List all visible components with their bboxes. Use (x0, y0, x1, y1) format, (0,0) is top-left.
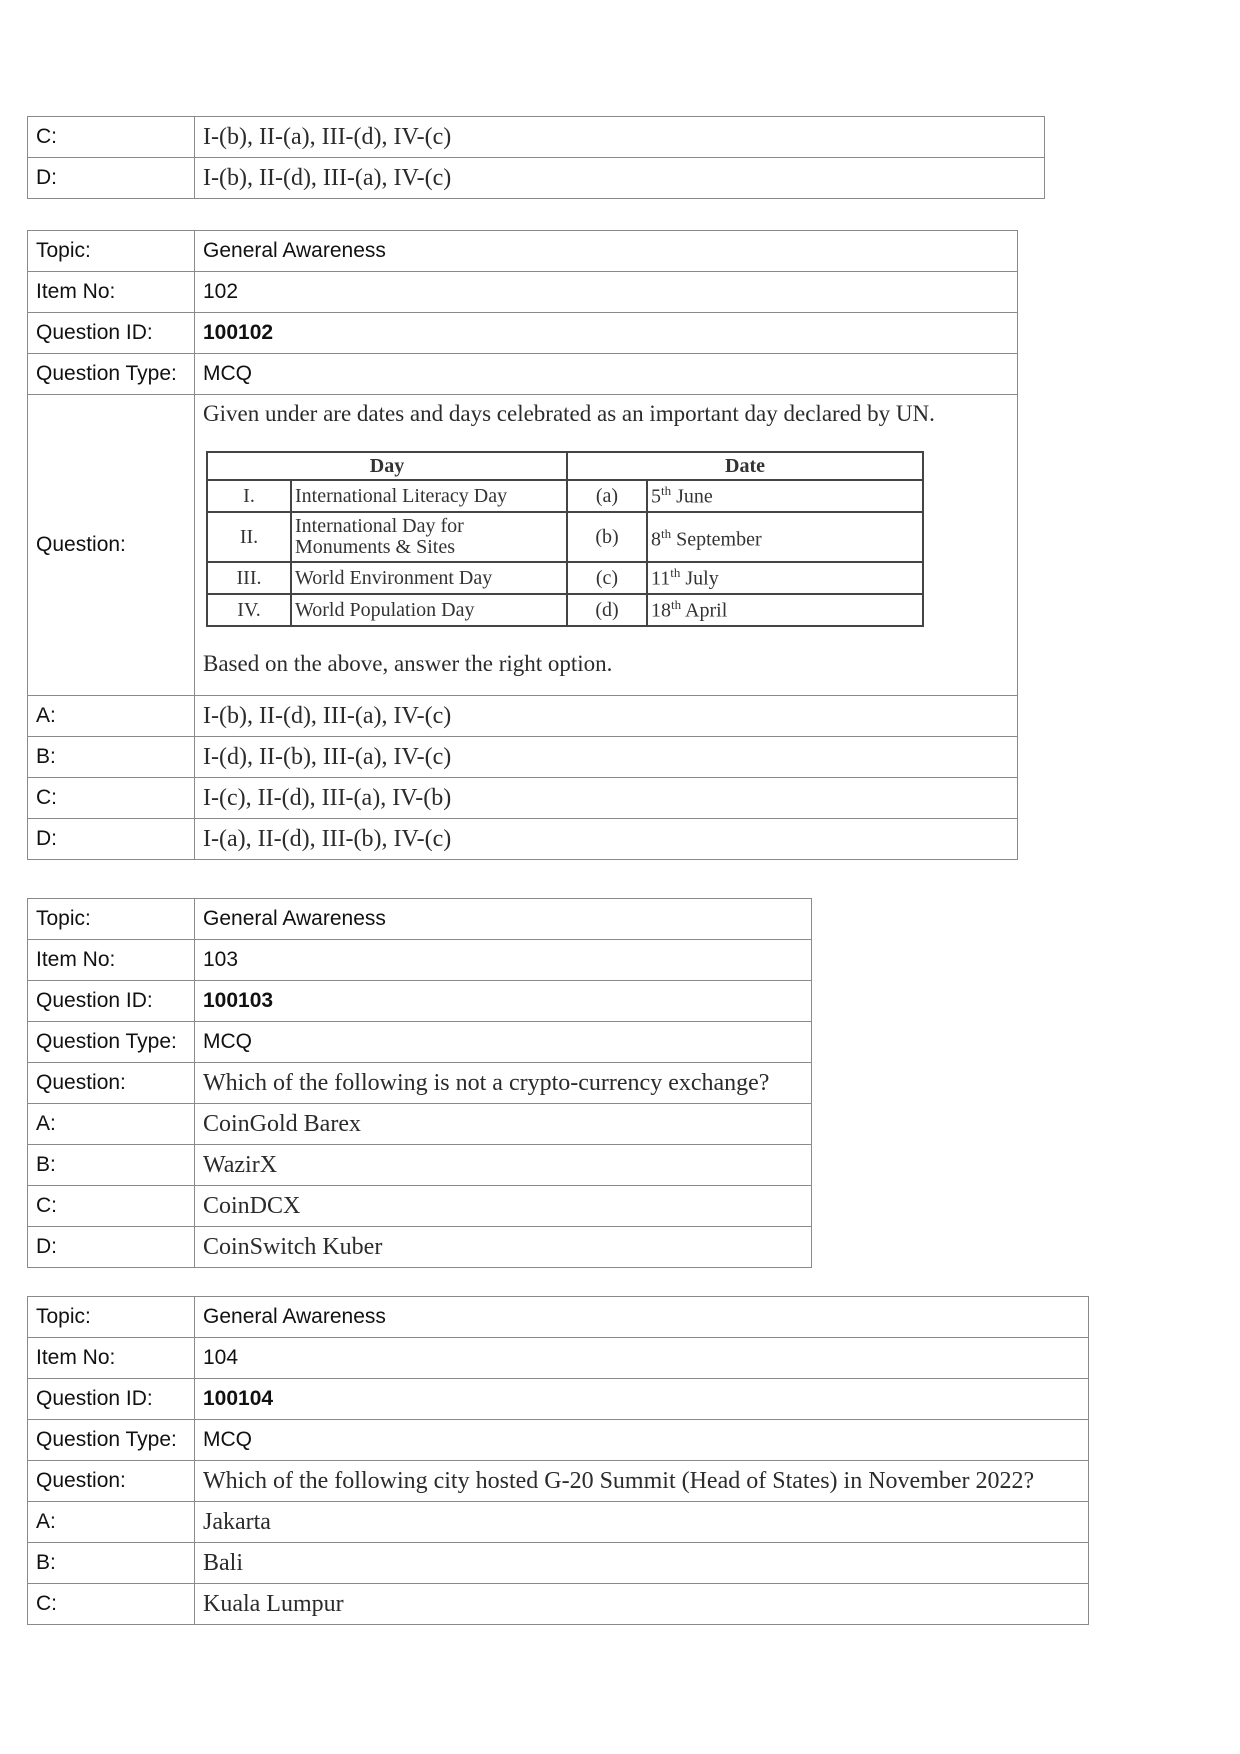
date-letter: (d) (567, 594, 647, 626)
un-days-row (207, 594, 923, 626)
question-type-value: MCQ (195, 1022, 812, 1063)
option-label: D: (28, 158, 195, 199)
question-label: Question: (28, 1063, 195, 1104)
item-label: Item No: (28, 272, 195, 313)
topic-value: General Awareness (195, 231, 1018, 272)
item-row (28, 940, 812, 981)
option-row-d (28, 819, 1018, 860)
item-value: 102 (195, 272, 1018, 313)
option-row-c (28, 1584, 1089, 1625)
question-row (28, 395, 1018, 696)
un-days-row (207, 562, 923, 594)
option-text: Bali (195, 1543, 1089, 1584)
option-text: CoinGold Barex (195, 1104, 812, 1145)
day-name: World Population Day (291, 594, 567, 626)
row-number: II. (207, 512, 291, 562)
option-text: I-(a), II-(d), III-(b), IV-(c) (195, 819, 1018, 860)
question-text: Which of the following is not a crypto-currency exchange? (195, 1063, 812, 1104)
question-intro: Given under are dates and days celebrated as an important day declared by UN. (203, 401, 935, 426)
option-text: I-(b), II-(d), III-(a), IV-(c) (195, 158, 1045, 199)
option-label: C: (28, 1186, 195, 1227)
un-days-row (207, 480, 923, 512)
un-days-header-row (207, 452, 923, 480)
question-101-tail-table (27, 116, 1045, 199)
question-103-table (27, 898, 812, 1268)
option-text: CoinDCX (195, 1186, 812, 1227)
topic-value: General Awareness (195, 1297, 1089, 1338)
option-label: B: (28, 1145, 195, 1186)
option-row-b (28, 1543, 1089, 1584)
day-name: International Day for Monuments & Sites (291, 512, 567, 562)
option-label: D: (28, 819, 195, 860)
topic-label: Topic: (28, 231, 195, 272)
item-label: Item No: (28, 1338, 195, 1379)
option-label: C: (28, 778, 195, 819)
topic-row (28, 899, 812, 940)
question-id-label: Question ID: (28, 981, 195, 1022)
option-label: D: (28, 1227, 195, 1268)
option-row-a (28, 1104, 812, 1145)
item-value: 103 (195, 940, 812, 981)
question-body (195, 395, 1018, 696)
option-text: I-(d), II-(b), III-(a), IV-(c) (195, 737, 1018, 778)
un-days-table (206, 451, 924, 627)
option-row-c (28, 117, 1045, 158)
question-id-value: 100102 (195, 313, 1018, 354)
option-label: A: (28, 1104, 195, 1145)
question-id-value: 100103 (195, 981, 812, 1022)
option-text: I-(c), II-(d), III-(a), IV-(b) (195, 778, 1018, 819)
date-letter: (a) (567, 480, 647, 512)
question-id-label: Question ID: (28, 313, 195, 354)
option-label: B: (28, 1543, 195, 1584)
option-row-d (28, 1227, 812, 1268)
question-102-table (27, 230, 1018, 860)
option-label: A: (28, 696, 195, 737)
option-text: Jakarta (195, 1502, 1089, 1543)
topic-label: Topic: (28, 1297, 195, 1338)
topic-value: General Awareness (195, 899, 812, 940)
option-text: WazirX (195, 1145, 812, 1186)
question-type-value: MCQ (195, 354, 1018, 395)
item-label: Item No: (28, 940, 195, 981)
item-value: 104 (195, 1338, 1089, 1379)
question-id-label: Question ID: (28, 1379, 195, 1420)
question-type-label: Question Type: (28, 1420, 195, 1461)
item-row (28, 272, 1018, 313)
date-value: 18th April (647, 594, 923, 626)
row-number: I. (207, 480, 291, 512)
date-header: Date (567, 452, 923, 480)
option-text: I-(b), II-(d), III-(a), IV-(c) (195, 696, 1018, 737)
topic-label: Topic: (28, 899, 195, 940)
item-row (28, 1338, 1089, 1379)
question-type-label: Question Type: (28, 354, 195, 395)
un-days-row (207, 512, 923, 562)
option-label: C: (28, 117, 195, 158)
question-label: Question: (28, 395, 195, 696)
option-row-d (28, 158, 1045, 199)
option-row-c (28, 778, 1018, 819)
option-row-b (28, 1145, 812, 1186)
topic-row (28, 231, 1018, 272)
date-value: 8th September (647, 512, 923, 562)
question-104-table (27, 1296, 1089, 1625)
option-row-a (28, 696, 1018, 737)
option-label: A: (28, 1502, 195, 1543)
option-label: B: (28, 737, 195, 778)
question-type-value: MCQ (195, 1420, 1089, 1461)
date-letter: (c) (567, 562, 647, 594)
option-text: Kuala Lumpur (195, 1584, 1089, 1625)
question-type-row (28, 1022, 812, 1063)
question-row (28, 1063, 812, 1104)
question-id-row (28, 1379, 1089, 1420)
question-row (28, 1461, 1089, 1502)
date-letter: (b) (567, 512, 647, 562)
option-text: CoinSwitch Kuber (195, 1227, 812, 1268)
question-type-label: Question Type: (28, 1022, 195, 1063)
day-name: World Environment Day (291, 562, 567, 594)
date-value: 11th July (647, 562, 923, 594)
question-label: Question: (28, 1461, 195, 1502)
question-type-row (28, 1420, 1089, 1461)
question-id-row (28, 313, 1018, 354)
option-row-b (28, 737, 1018, 778)
question-id-row (28, 981, 812, 1022)
question-outro: Based on the above, answer the right option. (203, 651, 613, 676)
option-text: I-(b), II-(a), III-(d), IV-(c) (195, 117, 1045, 158)
option-label: C: (28, 1584, 195, 1625)
option-row-a (28, 1502, 1089, 1543)
day-header: Day (207, 452, 567, 480)
question-id-value: 100104 (195, 1379, 1089, 1420)
question-text: Which of the following city hosted G-20 Summit (Head of States) in November 2022? (195, 1461, 1089, 1502)
row-number: IV. (207, 594, 291, 626)
option-row-c (28, 1186, 812, 1227)
topic-row (28, 1297, 1089, 1338)
row-number: III. (207, 562, 291, 594)
day-name: International Literacy Day (291, 480, 567, 512)
question-type-row (28, 354, 1018, 395)
date-value: 5th June (647, 480, 923, 512)
